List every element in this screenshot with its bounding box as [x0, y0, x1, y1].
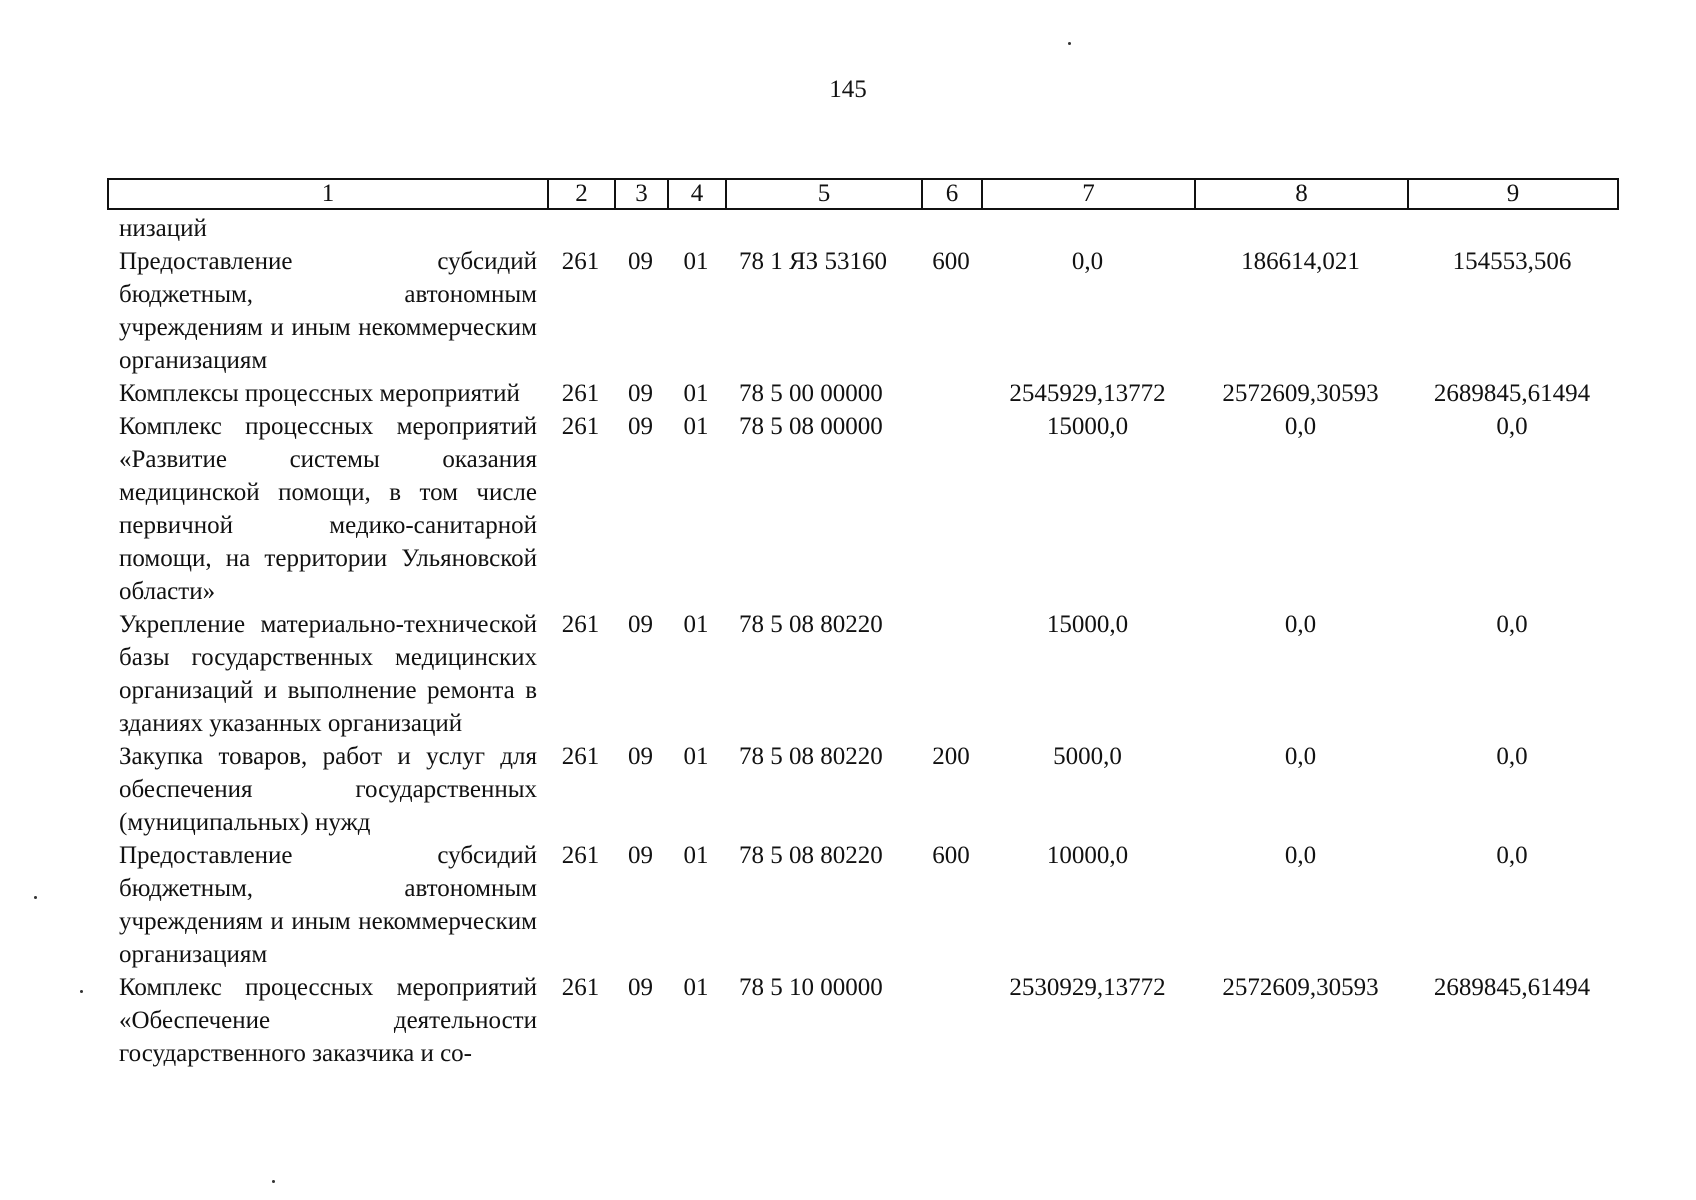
cell-col4: 01 — [683, 380, 709, 407]
column-number: 4 — [668, 179, 726, 209]
cell-col7: 15000,0 — [1046, 611, 1129, 638]
row-name: Закупка товаров, работ и услуг для обеспечения государственных (муниципальных) нужд — [119, 743, 537, 836]
cell-col6: 600 — [932, 248, 970, 275]
cell-col3: 09 — [628, 380, 653, 407]
column-number: 7 — [982, 179, 1195, 209]
cell-col2: 261 — [561, 380, 600, 407]
table-row — [107, 839, 1617, 971]
cell-col2: 261 — [561, 842, 600, 869]
cell-col3: 09 — [628, 743, 653, 770]
table-row — [107, 740, 1617, 839]
cell-col3: 09 — [628, 974, 653, 1001]
column-header-table — [107, 178, 1619, 210]
cell-col2: 261 — [561, 248, 600, 275]
scan-speck — [34, 896, 37, 899]
cell-col6 — [921, 377, 981, 410]
cell-col3: 09 — [628, 248, 653, 275]
budget-table — [107, 212, 1617, 1070]
cell-col4: 01 — [683, 413, 709, 440]
cell-col4: 01 — [683, 842, 709, 869]
cell-col9: 154553,506 — [1452, 248, 1572, 275]
row-name: Предоставление субсидий бюджетным, автономным учреждениям и иным некоммерческим организациям — [119, 248, 537, 374]
column-number: 9 — [1408, 179, 1618, 209]
row-name: Комплекс процессных мероприятий «Обеспечение деятельности государственного заказчика и со- — [119, 974, 537, 1067]
cell-col8: 2572609,30593 — [1222, 974, 1379, 1001]
scan-speck — [1068, 42, 1071, 45]
cell-col7: 0,0 — [1071, 248, 1104, 275]
cell-col8: 186614,021 — [1241, 248, 1360, 275]
cell-col9: 2689845,61494 — [1433, 380, 1591, 407]
cell-col8: 0,0 — [1284, 611, 1317, 638]
table-row — [107, 410, 1617, 608]
cell-col9: 0,0 — [1496, 611, 1528, 638]
column-number-row — [108, 179, 1618, 209]
cell-col8: 0,0 — [1284, 413, 1317, 440]
table-row — [107, 971, 1617, 1070]
row-name: Комплексы процессных мероприятий — [119, 380, 520, 407]
cell-col4: 01 — [683, 974, 709, 1001]
cell-col7: 5000,0 — [1053, 743, 1122, 770]
column-number: 6 — [922, 179, 982, 209]
cell-col7: 2530929,13772 — [1009, 974, 1166, 1001]
cell-col5: 78 5 08 80220 — [739, 743, 883, 770]
cell-col8: 0,0 — [1284, 842, 1317, 869]
cell-col6 — [921, 971, 981, 1070]
cell-col4: 01 — [683, 743, 709, 770]
row-name: Комплекс процессных мероприятий «Развитие системы оказания медицинской помощи, в том числе первичной медико-санитарной помощи, на территории Ульяновской области» — [119, 413, 537, 605]
cell-col9: 2689845,61494 — [1433, 974, 1591, 1001]
cell-col2: 261 — [561, 413, 600, 440]
table-row — [107, 245, 1617, 377]
cell-col3: 09 — [628, 611, 653, 638]
row-name: Укрепление материально-технической базы государственных медицинских организаций и выполнение ремонта в зданиях указанных организаций — [119, 611, 537, 737]
column-number: 5 — [726, 179, 922, 209]
cell-col9: 0,0 — [1496, 743, 1528, 770]
column-number: 1 — [108, 179, 548, 209]
cell-col5: 78 5 08 80220 — [739, 842, 883, 869]
cell-col3: 09 — [628, 413, 653, 440]
cell-col2: 261 — [561, 974, 600, 1001]
continued-row — [107, 212, 1617, 245]
column-number: 2 — [548, 179, 615, 209]
cell-col4: 01 — [683, 611, 709, 638]
column-number: 8 — [1195, 179, 1408, 209]
cell-col5: 78 5 08 00000 — [739, 413, 883, 440]
cell-col6 — [921, 410, 981, 608]
cell-col6: 200 — [932, 743, 970, 770]
cell-col9: 0,0 — [1496, 842, 1528, 869]
cell-col6 — [921, 608, 981, 740]
cell-col8: 2572609,30593 — [1222, 380, 1379, 407]
cell-col5: 78 5 08 80220 — [739, 611, 883, 638]
cell-col2: 261 — [561, 611, 600, 638]
cell-col7: 2545929,13772 — [1009, 380, 1166, 407]
row-name: Предоставление субсидий бюджетным, автономным учреждениям и иным некоммерческим организациям — [119, 842, 537, 968]
cell-col4: 01 — [683, 248, 709, 275]
cell-col7: 10000,0 — [1046, 842, 1129, 869]
cell-col5: 78 5 10 00000 — [739, 974, 883, 1001]
column-number: 3 — [615, 179, 668, 209]
cell-col2: 261 — [561, 743, 600, 770]
cell-col8: 0,0 — [1284, 743, 1317, 770]
cell-col7: 15000,0 — [1046, 413, 1129, 440]
cell-col3: 09 — [628, 842, 653, 869]
cell-col5: 78 1 ЯЗ 53160 — [739, 248, 887, 275]
scan-speck — [80, 990, 83, 993]
cell-col6: 600 — [932, 842, 970, 869]
table-row — [107, 608, 1617, 740]
cell-col5: 78 5 00 00000 — [739, 380, 883, 407]
scan-speck — [272, 1180, 275, 1183]
continued-text: низаций — [119, 215, 207, 242]
cell-col9: 0,0 — [1496, 413, 1528, 440]
table-row — [107, 377, 1617, 410]
page-number: 145 — [829, 76, 867, 103]
